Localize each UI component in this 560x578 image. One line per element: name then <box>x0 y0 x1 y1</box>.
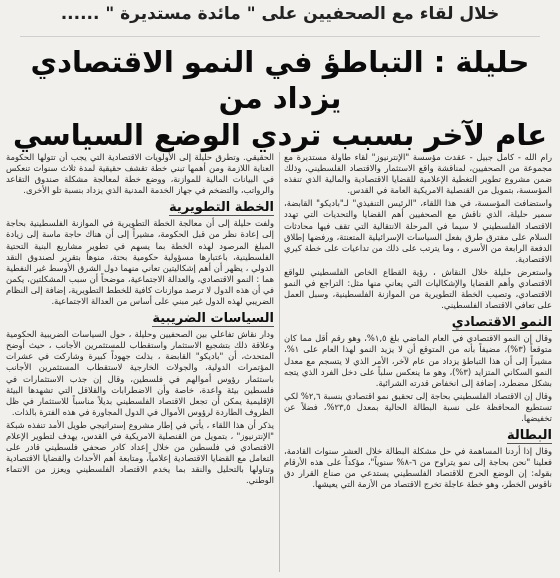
kicker-divider <box>20 36 540 37</box>
section-heading <box>284 314 552 331</box>
section-heading <box>6 310 274 327</box>
section-heading-text: الخطة التطويرية <box>169 200 274 216</box>
column-divider <box>279 152 280 572</box>
paragraph: وقال إن النمو الاقتصادي في العام الماضي بلغ ١,٥%، وهو رقم أقل مما كان متوقعاً (٣%)، مضيفاً بأنه من المتوقع أن لا يزيد النمو لهذا العام على ١%، مشيراً إلى أن هذا التباطؤ يزداد من عام لآخر، الأمر الذي لا يتسجم مع معدل النمو السكاني المتزايد (٣%)، وهو ما ينعكس سلباً على دخل الفرد الذي يتجه بشكل مضطرد، إضافة إلى انخفاض قدرته الشرائية. <box>284 333 552 388</box>
section-heading-text: النمو الاقتصادي <box>451 315 552 331</box>
paragraph: واستضافت المؤسسة، في هذا اللقاء، "الرئيس التنفيذي" لـ"باديكو" القابضة، سمير حليلة، الذي ناقش مع الصحفيين أهم القضايا والتحديات التي تهدد الاقتصاد الفلسطيني لا سيما في المرحلة الانتقالية التي تقف فيها محادثات السلام على مفترق طرق بفعل السياسات الإسرائيلية المتعنتة، ورفضها إطلاق الدفعة الرابعة من الأسرى ، وما يترتب على ذلك من تداعيات على خطة كيري الاقتصادية. <box>284 198 552 264</box>
paragraph: ودار نقاش تفاعلي بين الصحفيين وحليلة ، حول السياسات الضريبية الحكومية وعلاقة ذلك بتشجيع الاستثمار واستقطاب للمستثمرين الأجانب ، حيث أوضح المتحدث، أن "باديكو" القابضة ، بذلت جهوداً كبيرة وشاركت في عشرات المؤتمرات الدولية، والجولات الخارجية لاستقطاب المستثمرين الأجانب باستثمار رؤوس أموالهم في فلسطين، وقال إن جذب الاستثمارات في فلسطين بيئة واعدة، خاصة وأن الاضطرابات والقلاقل التي تشهدها البيئة الإقليمية يمكن أن تجعل الاقتصاد الفلسطيني بديلاً مناسباً للاستثمار في ظل الظروف الطاردة لرؤوس الأموال في الدول المجاورة في هذه الفترة بالذات. <box>6 329 274 417</box>
section-heading <box>284 427 552 444</box>
paragraph: يذكر أن هذا اللقاء ، يأتي في إطار مشروع إستراتيجي طويل الأمد تنفذه شبكة "الإنترنيوز" ، بتمويل من القنصلية الامريكية في القدس، يهدف لتطوير الإعلام الاقتصادي في فلسطين من خلال إعداد كادر صحفي فلسطيني قادر على التعامل مع القضايا الاقتصادية إعلامياً، ومتابعة أهم الأحداث والقضايا الاقتصادية وتناولها بالتحليل والنقد بما يخدم الاقتصاد الفلسطيني ويعزز من الانتماء الوطني. <box>6 419 274 486</box>
headline-line-1: حليلة : التباطؤ في النمو الاقتصادي يزداد من <box>30 45 530 115</box>
paragraph: رام الله - كامل جبيل - عقدت مؤسسة "الإنترنيوز" لقاء طاولة مستديرة مع مجموعة من الصحفيين، لمناقشة واقع الاستثمار والاقتصاد الفلسطيني، وذلك ضمن مشروع تطوير التغطية الإعلامية للقضايا الاقتصادية والمالية الذي تنفذه المؤسسة، بتمويل من القنصلية الامريكية العامة في القدس. <box>284 152 552 196</box>
paragraph: وقال إذا أردنا المساهمة في حل مشكلة البطالة خلال العشر سنوات القادمة، فعلينا "نحن بحاجة إلى نمو يتراوح من ٦-٨% سنوياً"، مؤكداً على هذه الأرقام بقوله: إن الوضع الحرج للاقتصاد الفلسطيني يستدعي من صناع القرار دق ناقوس الخطر، وهو خطة عاجلة تخرج الاقتصاد من الأزمة التي يعيشها. <box>284 446 552 490</box>
paragraph: وقال إن الاقتصاد الفلسطيني بحاجة إلى تحقيق نمو اقتصادي بنسبة ٢,٦% لكي تستطيع المحافظة على نسبة البطالة الحالية بمعدل ٢٣,٥%، فضلاً عن تخفيضها. <box>284 390 552 423</box>
article-headline <box>10 44 550 154</box>
paragraph: الحقيقي. وتطرق حليلة إلى الأولويات الاقتصادية التي يجب أن تتولها الحكومة العناية اللازمة ومن أهمها تبني خطة تقشف حقيقية لمدة ثلاث سنوات تنعكس في البيانات المالية للموازنة، ووضع خطة لمعالجة مشكلة صندوق التقاعد والرواتب، والتضخم في جهاز الخدمة المدنية الذي يزداد بنسبة تلو الأخرى. <box>6 152 274 196</box>
paragraph: واستعرض حليلة خلال النقاش ، رؤية القطاع الخاص الفلسطيني للواقع الاقتصادي وأهم القضايا والإشكاليات التي يعاني منها مثل: التراجع في النمو الاقتصادي، وتصيب الخطة التطويرية من الموازنة الفلسطينية، وسبل العمل على تعافي الاقتصاد الفلسطيني. <box>284 266 552 311</box>
article-kicker: خلال لقاء مع الصحفيين على " مائدة مستديرة " ...... <box>60 4 500 24</box>
paragraph: ولفت حليلة إلى أن معالجة الخطة التطويرية في الموازنة الفلسطينية بحاجة إلى إعادة نظر من قبل الحكومة، مشيراً إلى أن هناك حاجة ماسة إلى زيادة المبلغ المرصود لهذه الخطة بما يسهم في تطوير مشاريع البنية التحتية الفلسطينية، باعتبارها مسؤولية حكومية بحتة، منوهاً بتقرير لصندوق النقد الدولي ، يظهر أن أهم إشكاليتين تعاني منهما دول الشرق الأوسط غير النفطية هما : النمو الاقتصادي، والعدالة الاجتماعية، موضحاً أن سبب المشكلتين، يكمن في أن هذه الدول لا ترصد موازنات كافية للخطط التطويرية، إضافة إلى النظام الضريبي لهذه الدول غير مبني على أساس من العدالة الاجتماعية. <box>6 218 274 307</box>
section-heading <box>6 199 274 216</box>
section-heading-text: البطالة <box>507 428 552 444</box>
right-column <box>284 152 552 574</box>
left-column <box>6 152 274 574</box>
headline-line-2: عام لآخر بسبب تردي الوضع السياسي <box>12 118 548 152</box>
section-heading-text: السياسات الضريبية <box>152 311 274 327</box>
